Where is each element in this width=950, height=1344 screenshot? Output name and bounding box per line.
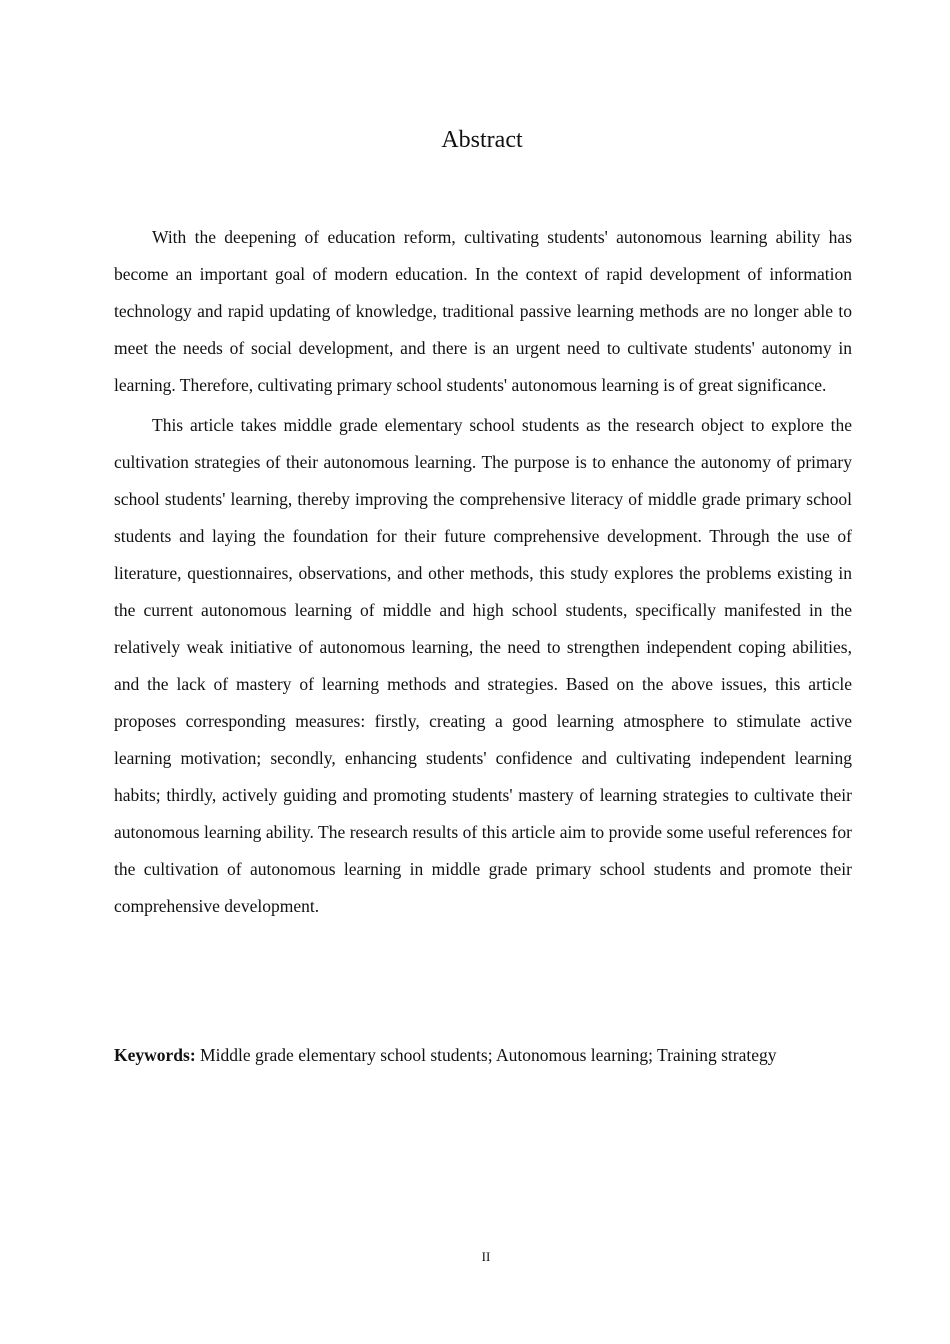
abstract-paragraph-1: With the deepening of education reform, cultivating students' autonomous learning ability has become an important goal of modern education. In the context of rapid development of information technology and rapid updating of knowledge, traditional passive learning methods are no longer able to meet the needs of social development, and there is an urgent need to cultivate students' autonomy in learning. Therefore, cultivating primary school students' autonomous learning is of great significance. xyxy=(114,227,852,395)
keywords-text: Middle grade elementary school students; Autonomous learning; Training strategy xyxy=(200,1045,777,1065)
keywords-label: Keywords: xyxy=(114,1045,196,1065)
abstract-paragraph-2: This article takes middle grade elementary school students as the research object to explore the cultivation strategies of their autonomous learning. The purpose is to enhance the autonomy of primary school students' learning, thereby improving the comprehensive literacy of middle grade primary school students and laying the foundation for their future comprehensive development. Through the use of literature, questionnaires, observations, and other methods, this study explores the problems existing in the current autonomous learning of middle and high school students, specifically manifested in the relatively weak initiative of autonomous learning, the need to strengthen independent coping abilities, and the lack of mastery of learning methods and strategies. Based on the above issues, this article proposes corresponding measures: firstly, creating a good learning atmosphere to stimulate active learning motivation; secondly, enhancing students' confidence and cultivating independent learning habits; thirdly, actively guiding and promoting students' mastery of learning strategies to cultivate their autonomous learning ability. The research results of this article aim to provide some useful references for the cultivation of autonomous learning in middle grade primary school students and promote their comprehensive development. xyxy=(114,415,852,916)
keywords-line xyxy=(114,1037,874,1074)
page-number: II xyxy=(481,1249,491,1264)
page-title: Abstract xyxy=(441,127,523,153)
abstract-body xyxy=(114,219,852,928)
